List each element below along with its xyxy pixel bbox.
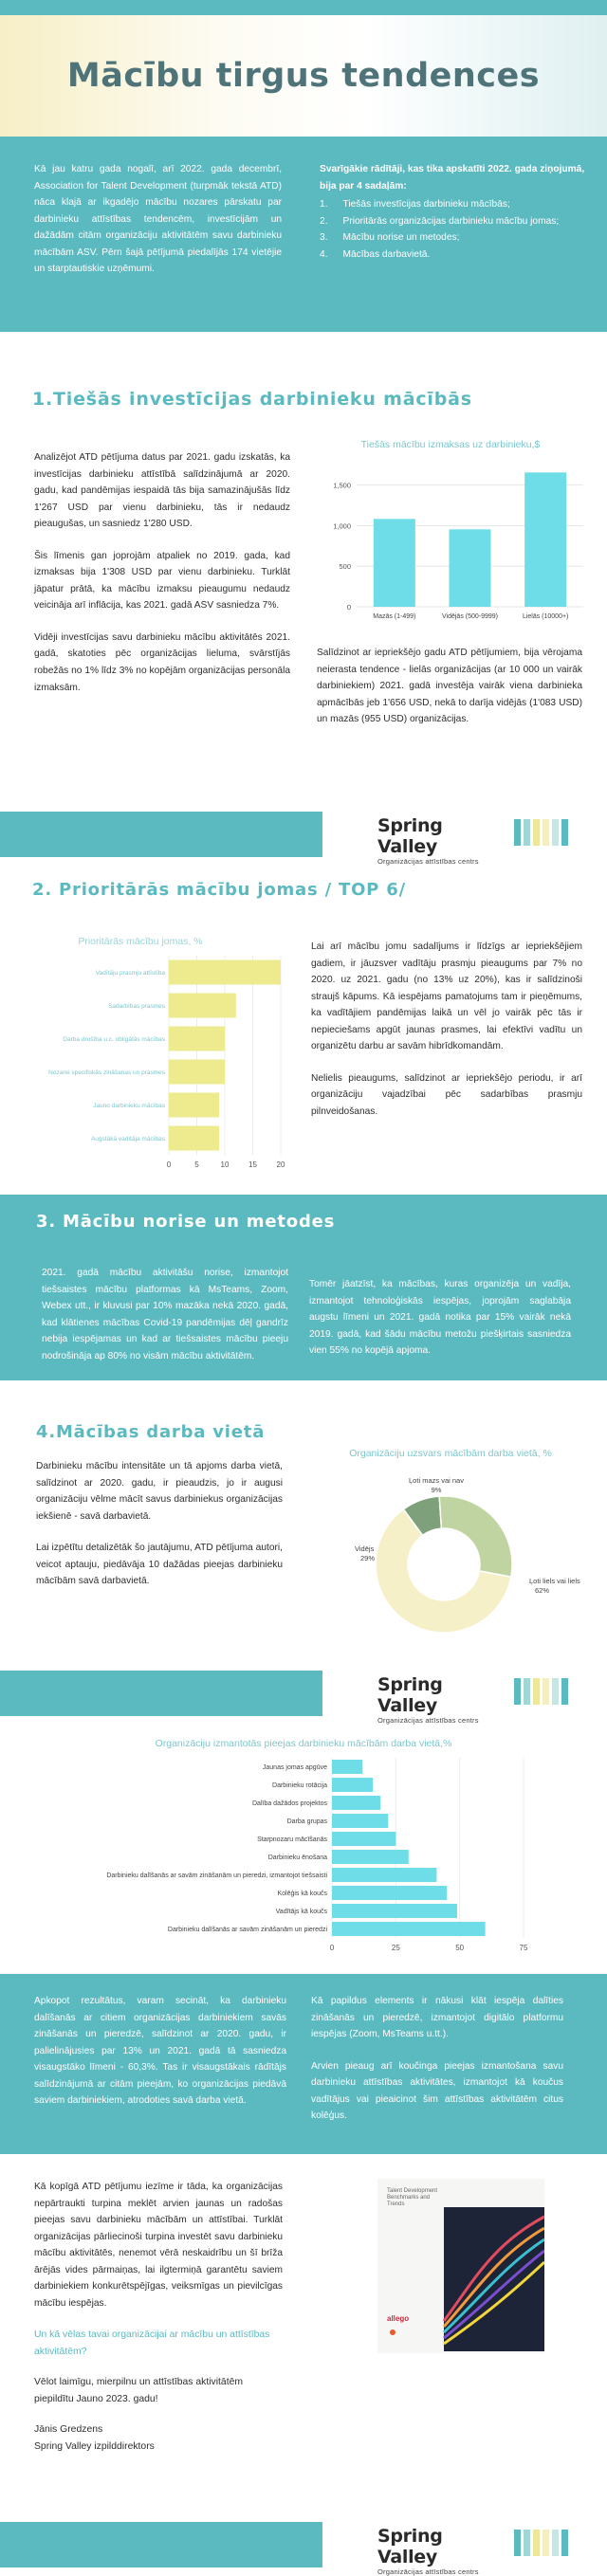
conclusion-right [311,1993,563,2154]
page-header [0,15,607,137]
closing-question: Un kā vēlas tavai organizācijai ar mācību un attīstības aktivitātēm? [34,2329,270,2358]
section-3 [0,1195,607,1380]
bar [450,529,491,607]
signature-role: Spring Valley izpilddirektors [34,2440,155,2452]
x-tick-label: Lielās (10000+) [522,613,569,620]
y-tick-label: Nozarei specifiskās zināšanas un prasmes [48,1069,165,1076]
workplace-approaches-chart [38,1735,569,1963]
report-cover-art [377,2179,544,2353]
section-3-left-text: 2021. gadā mācību aktivitāšu norise, izmantojot tiešsaistes mācību platformas kā MsTeams, Zoom, Webex utt., ir kluvusi par 10% mazāka nekā 2020. gadā, kad klātienes mācības Covid-19 pandēmijas dēļ gandrīz nebija iespējamas un kad ar tiešsaistes mācību pieeju nodrošināja ap 80% no visām mācību aktivitātēm. [42,1268,288,1361]
bar [332,1760,362,1774]
x-tick-label: 20 [276,1160,285,1169]
closing-text [34,2179,283,2456]
y-tick-label: Darbinieku dalīšanās ar savām zināšanām un pieredzi, izmantojot tiešsaisti [106,1873,327,1879]
y-tick-label: Darbinieku rotācija [272,1782,327,1789]
bar [332,1796,380,1810]
spring-valley-logo [377,2526,501,2576]
brand-banner [0,812,607,866]
logo-stripes [514,819,568,846]
list-item-number: 4. [320,248,328,260]
list-item [320,196,586,213]
section-1-side-text: Salīdzinot ar iepriekšējo gadu ATD pētījumiem, bija vērojama neierasta tendence - lielās organizācijas (ar 10 000 un vairāk darbiniekiem) 2021. gadā investēja vairāk viena darbinieka apmācībās jeb 1'656 USD, nekā to darīja vidējās (1'083 USD) un mazās (955 USD) organizācijas. [317,648,582,725]
brand-banner [0,2522,607,2576]
bar [332,1778,373,1792]
y-tick-label: 1,000 [333,521,351,531]
x-tick-label: 0 [329,1944,335,1952]
logo-subtitle: Organizācijas attīstības centrs [377,857,479,866]
section-2-text [311,939,582,1120]
x-tick-label: 50 [455,1944,465,1952]
cover-title-line: Talent Development [387,2188,438,2194]
list-item [320,247,586,264]
y-tick-label: 0 [346,603,351,612]
pie-slice [439,1496,512,1577]
slice-value-label: 62% [535,1586,550,1595]
bar [169,1027,225,1051]
paragraph: Kā kopīgā ATD pētījumu iezīme ir tāda, ka organizācijas nepārtraukti turpina meklēt arvien jaunas un radošas pieejas savu darbinieku mācībām un attīstībai. Turklāt organizācijas pārliecinoši turpina investēt savu darbinieku mācību aktivitātēs, nenemot vērā neskaidrību un šī brīža ārējās vides pārmaiņas, lai ilgtermiņā garantētu saviem darbiniekiem konkurētspējīgas, veiksmīgas un pievilcīgas mācību iespējas. [34,2182,283,2309]
list-item [320,213,586,230]
intro-key-points [320,161,586,332]
slice-value-label: 29% [360,1554,376,1562]
section-3-right-text: Tomēr jāatzīst, ka mācības, kuras organizēja un vadīja, izmantojot tehnoloģiskās iespējas, joprojām saglabāja augstu līmeni un 2021. gadā notika par 15% vairāk nekā 2019. gadā, kad šādu mācību metožu piešķirtais sasniedza vien 55% no kopējā apjoma. [309,1279,571,1357]
slice-label: Ļoti mazs vai nav [409,1476,464,1485]
slice-label: Vidējs [355,1544,375,1553]
y-tick-label: Starpnozaru mācīšanās [257,1836,327,1843]
intro-text: Kā jau katru gada nogalī, arī 2022. gada decembrī, Association for Talent Development (turpmāk tekstā ATD) nāca klajā ar ikgadējo mācību nozares pārskatu par darbinieku attīstības tendencēm, investīcijām un dažādām citām organizāciju aktivitātēm savu darbinieku mācībām ASV. Pērn šajā pētījumā piedalījās 174 vietējie un starptautiskie uzņēmumi. [34,164,283,275]
y-tick-label: Darba grupas [286,1818,327,1825]
y-tick-label: 500 [339,562,351,572]
x-tick-label: 0 [166,1160,172,1169]
bar [169,994,236,1018]
intro-key-points-list [320,196,586,263]
x-tick-label: 25 [391,1944,400,1952]
cover-title-line: Trends [387,2201,405,2207]
intro-key-points-lead: Svarīgākie rādītāji, kas tika apskatīti 2022. gada ziņojumā, bija par 4 sadaļām: [320,164,585,192]
x-tick-label: 10 [220,1160,230,1169]
banner-accent-bar [0,1671,322,1716]
workplace-emphasis-donut-chart [313,1445,588,1663]
section-1-title: 1.Tiešās investīcijas darbinieku mācībās [32,389,472,410]
section-3-title: 3. Mācību norise un metodes [36,1212,336,1232]
paragraph: Arvien pieaug arī koučinga pieejas izmantošana savu darbinieku attīstības aktivitātes, izmantojot kā koučus vadītājus vai pieaicinot šim attīstības aktivitātēm citus kolēģus. [311,2060,563,2122]
bar [169,1060,225,1085]
brand-banner [0,1671,607,1725]
paragraph: Darbinieku mācību intensitāte un tā apjoms darba vietā, salīdzinot ar 2020. gadu, ir pieaudzis, jo ir augusi organizāciju vēlme mācīt savus darbiniekus organizācijas iekšienē - savā darbavietā. [36,1461,283,1522]
logo-name: Spring Valley [377,2526,443,2567]
y-tick-label: Jaunas jomas apgūve [262,1764,327,1771]
bar [332,1814,388,1828]
intro-section [0,137,607,332]
x-tick-label: 15 [248,1160,257,1169]
bar [169,1126,219,1151]
list-item-text: Prioritārās organizācijas darbinieku mācību jomas; [342,215,560,227]
slice-label: Ļoti liels vai liels [529,1577,580,1585]
bar [524,472,566,607]
y-tick-label: Dalība dažādos projektos [252,1800,327,1807]
logo-name: Spring Valley [377,1674,443,1716]
list-item-text: Mācības darbavietā. [342,248,431,260]
section-4-title: 4.Mācības darba vietā [36,1422,266,1442]
y-tick-label: Darbinieku dalīšanās ar savām zināšanām un pieredzi [167,1927,327,1933]
logo-name: Spring Valley [377,815,443,857]
section-4-text [36,1458,283,1590]
spring-valley-logo [377,1674,501,1725]
list-item-text: Mācību norise un metodes; [342,232,460,244]
paragraph: Nelielis pieaugums, salīdzinot ar iepriekšējo periodu, ir arī organizāciju vajadzībai pēc sadarbības prasmju pilnveidošanas. [311,1072,582,1117]
paragraph: Šis līmenis gan joprojām atpaliek no 2019. gada, kad izmaksas bija 1'308 USD par vienu darbinieku. Turklāt jāpatur prātā, ka mācību izmaksu pieaugumu nedaudz veicināja arī inflācija, kas 2021. gadā ASV sasniedza 7%. [34,550,290,612]
x-tick-label: Mazās (1-499) [373,613,416,620]
paragraph: Vidēji investīcijas savu darbinieku mācību aktivitātēs 2021. gadā, skatoties pēc organizācijas lieluma, svārstījās robežās no 1% līdz 3% no kopējām organizācijas personāla izmaksām. [34,631,290,693]
list-item-number: 2. [320,215,328,227]
bar [169,1093,219,1118]
y-tick-label: Sadarbības prasmes [108,1003,165,1010]
conclusion-section [0,1974,607,2154]
bar [332,1886,447,1900]
x-tick-label: Vidējās (500-9999) [441,613,499,620]
bar [374,519,415,607]
paragraph: Analizējot ATD pētījuma datus par 2021. gadu izskatās, ka investīcijas darbinieku attīstībā salīdzinājumā ar 2020. gadu, kad pandēmijas iespaidā tās bija samazinājušās līdz 1'267 USD par vienu darbinieku, tās ir nedaudz pieaugušas, un sasniedz 1'280 USD. [34,452,290,530]
chart-title: Tiešās mācību izmaksas uz darbinieku,$ [360,439,541,450]
x-tick-label: 75 [519,1944,528,1952]
list-item [320,229,586,247]
y-tick-label: 1,500 [333,481,351,490]
bar [332,1868,436,1882]
section-1-text [34,449,290,696]
list-item-text: Tiešās investīcijas darbinieku mācībās; [342,199,510,210]
spring-valley-logo [377,815,501,866]
logo-stripes [514,2530,568,2556]
y-tick-label: Vadītāju prasmju attīstība [95,970,165,977]
chart-title: Prioritārās mācību jomas, % [78,936,203,947]
y-tick-label: Kolēģis kā koučs [277,1891,327,1897]
report-cover-image [377,2179,544,2353]
signature-name: Jānis Gredzens [34,2423,103,2435]
banner-accent-bar [0,812,322,857]
logo-subtitle: Organizācijas attīstības centrs [377,2567,479,2576]
y-tick-label: Darba drošība u.c. obligātās mācības [63,1036,165,1043]
bar [169,960,281,985]
section-2-title: 2. Prioritārās mācību jomas / TOP 6/ [32,880,406,900]
y-tick-label: Augstākā vadītāja mācības [90,1136,165,1142]
logo-stripes [514,1678,568,1705]
chart-title: Organizāciju izmantotās pieejas darbinieku mācībām darba vietā,% [155,1738,452,1749]
banner-accent-bar [0,2522,322,2567]
cost-per-employee-chart [313,434,588,633]
paragraph: Lai arī mācību jomu sadalījums ir līdzīgs ar iepriekšējiem gadiem, ir jāuzsver vadītāju prasmju pieaugums par 7% no 2020. uz 2021. gadu (no 13% uz 20%), kas ir salīdzinoši straujš kāpums. Kā iespējams pamatojums tam ir pieņēmums, ka vadītājiem pandēmijas laikā un vēl jo vairāk pēc tās ir nepieciešams apgūt jaunas prasmes, lai efektīvi vadītu un organizētu darbu ar savām hibrīdkomandām. [311,941,582,1052]
list-item-number: 1. [320,199,328,210]
y-tick-label: Darbinieku ēnošana [267,1854,327,1861]
paragraph: Kā papildus elements ir nākusi klāt iespēja dalīties zināšanās un pieredzē, izmantojot digitālo platformu iespējas (Zoom, MsTeams u.tt.). [311,1996,563,2040]
cover-title-line: Benchmarks and [387,2195,431,2201]
bar [332,1904,457,1918]
x-tick-label: 5 [194,1160,199,1169]
list-item-number: 3. [320,232,328,244]
training-areas-chart [27,931,302,1178]
bar [332,1922,486,1936]
bar [332,1850,409,1864]
closing-wish: Vēlot laimīgu, mierpilnu un attīstības aktivitātēm piepildītu Jauno 2023. gadu! [34,2377,244,2405]
y-tick-label: Vadītājs kā koučs [275,1909,327,1915]
paragraph: Lai izpētītu detalizētāk šo jautājumu, ATD pētījuma autori, veicot aptauju, piedāvāja 10 dažādas pieejas darbinieku mācībām savā darbavietā. [36,1543,283,1587]
y-tick-label: Jauno darbinieku mācības [93,1103,165,1109]
conclusion-left [34,1993,286,2154]
chart-title: Organizāciju uzsvars mācībām darba vietā, % [349,1448,552,1459]
paragraph: Apkopot rezultātus, varam secināt, ka darbinieku dalīšanās ar citiem organizācijas darbiniekiem savās zināšanās un pieredzē, salīdzinot ar 2020. gadu, ir palielinājusies par 13% un 2021. gadā tā sasniedza visaugstāko līmeni - 60,3%. Tas ir visaugstākais rādītājs salīdzinājumā ar citām pieejām, ko organizācijas piedāvā saviem darbiniekiem, atrodoties savā darba vietā. [34,1996,286,2107]
top-accent-bar [0,0,607,15]
cover-brand: allego [387,2314,410,2323]
page-title: Mācību tirgus tendences [66,57,541,95]
bar [332,1832,395,1846]
slice-value-label: 9% [431,1486,442,1494]
logo-subtitle: Organizācijas attīstības centrs [377,1716,479,1725]
